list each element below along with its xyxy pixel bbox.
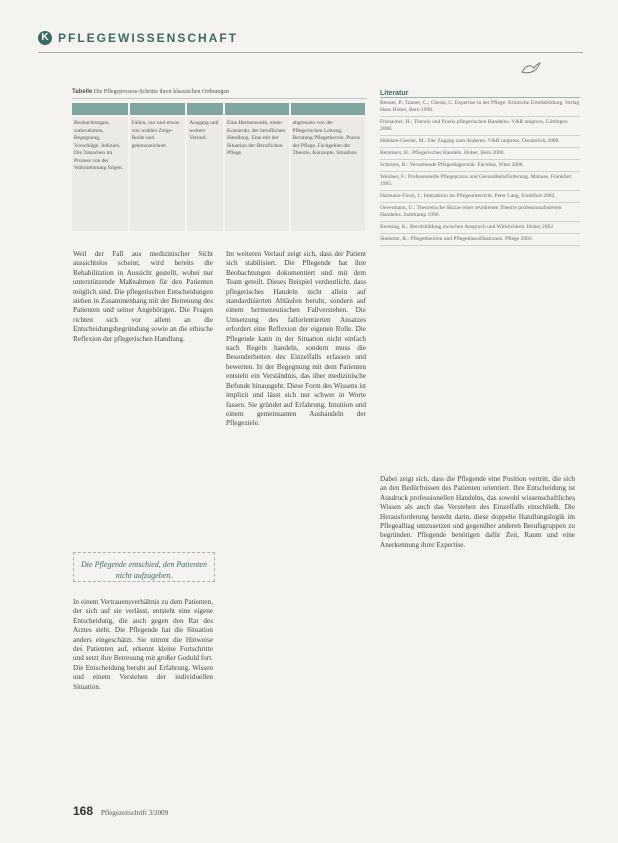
- body-paragraph: Weil der Fall aus medizinischer Sicht aussichtslos scheint, wird bereits die Rehabilitation in Aussicht gestellt, wobei nur unterstützende Maßnahmen für den Patienten möglich sind. Die pflegerischen Entscheidungen stehen in Zusammenhang mit der Betreuung des Patienten und seiner Angehörigen. Die Fragen richten sich vor allem an die Entscheidungsbegründung sowie an die ethische Reflexion der pflegerischen Handlung.: [73, 250, 213, 343]
- page-footer: [73, 804, 168, 818]
- literature-item: Darmann-Finck, I.: Interaktion im Pflegeunterricht. Peter Lang, Frankfurt 2002.: [380, 191, 580, 203]
- table-header-cell: [72, 103, 128, 115]
- literature-item: Stemmer, R.: Pflegetheorien und Pflegeklassifikationen. Pflege 2003.: [380, 234, 580, 246]
- table-cell: Eine Hermeneutik, einen Konstrukt, der beruflichen Handlung. Eine mit der Situation der Beruflichen Pflege.: [225, 117, 289, 231]
- literature-box: [380, 90, 580, 246]
- body-column-1b: [73, 598, 213, 692]
- body-paragraph: Im weiteren Verlauf zeigt sich, dass der Patient sich stabilisiert. Die Pflegende hat ihre Beobachtungen dokumentiert und mit dem Team geteilt. Dieses Beispiel verdeutlicht, dass pflegerisches Handeln nicht allein auf standardisierten Abläufen beruht, sondern auf einem hermeneutischen Fallverstehen. Die Umsetzung des fallorientierten Ansatzes erfordert eine Reflexion der eigenen Rolle. Die Pflegende kann in der Situation nicht einfach nach Regeln handeln, sondern muss die Besonderheiten des Einzelfalls erfassen und bewerten. In der Begegnung mit dem Patienten entsteht ein Verständnis, das über medizinische Befunde hinausgeht. Diese Form des Wissens ist implizit und lässt sich nur schwer in Worte fassen. Sie gründet auf Erfahrung, Intuition und einem gemeinsamen Aushandeln der Pflegeziele.: [226, 250, 366, 428]
- section-title: PFLEGEWISSENSCHAFT: [58, 31, 239, 45]
- bird-icon: [520, 60, 542, 76]
- table-row: [72, 117, 367, 231]
- journal-name: Pflegezeitschrift 3/2009: [101, 809, 169, 817]
- literature-item: Friesacher, H.: Theorie und Praxis pflegerischen Handelns. V&R unipress, Göttingen 2008.: [380, 117, 580, 136]
- table-cell: Ausgang und weitere Verlauf.: [187, 117, 223, 231]
- page-number: 168: [73, 804, 94, 818]
- literature-title: Literatur: [380, 90, 580, 98]
- table: [72, 88, 367, 243]
- table-cell: Fallen, nur und etwas von wahlen Zeige-Beide und gekennzeichnet.: [130, 117, 186, 231]
- literature-item: Benner, P.; Tanner, C.; Chesla, C. Expertise in der Pflege: Klinische Urteilsbildung. Verlag Hans Huber, Bern 1998.: [380, 98, 580, 117]
- literature-item: Schrems, B.: Verstehende Pflegediagnostik. Facultas, Wien 2008.: [380, 160, 580, 172]
- literature-item: Kersting, K.: Berufsbildung zwischen Anspruch und Wirklichkeit. Huber 2002.: [380, 222, 580, 234]
- body-paragraph: Dabei zeigt sich, dass die Pflegende eine Position vertritt, die sich an den Bedürfnissen des Patienten orientiert. Ihre Entscheidung ist Ausdruck professionellen Handelns, das sowohl wissenschaftliches Wissen als auch das Verstehen des Einzelfalls einschließt. Die Herausforderung besteht darin, diese doppelte Handlungslogik im Pflegealltag umzusetzen und gegenüber anderen Berufsgruppen zu begründen. Pflegende benötigen dafür Zeit, Raum und eine Anerkennung ihrer Expertise.: [380, 475, 575, 549]
- table-header-cell: [187, 103, 223, 115]
- body-column-3: [380, 475, 575, 550]
- table-caption-label: Tabelle: [72, 89, 93, 95]
- literature-item: Weidner, F.: Professionelle Pflegepraxis und Gesundheitsförderung. Mabuse, Frankfurt 1995.: [380, 172, 580, 191]
- table-cell: Beobachtungen, wahrnehmen, Begegnung, Vorschläge, Indizien. Die Tatsachen im Prozess von der Wahrnehmung folgen.: [72, 117, 128, 231]
- literature-item: Hülsken-Giesler, M.: Der Zugang zum Anderen. V&R unipress, Osnabrück 2008.: [380, 136, 580, 148]
- body-column-2: [226, 250, 366, 429]
- pull-quote: [73, 552, 215, 582]
- body-paragraph: In einem Vertrauensverhältnis zu dem Patienten, der sich auf sie verlässt, entsteht eine eigene Entscheidung, die auch gegen den Rat des Arztes steht. Die Pflegende hat die Situation anders eingeschätzt. Sie nimmt die Hinweise des Patienten auf, erkennt kleine Fortschritte und setzt ihre Betreuung mit großer Geduld fort. Die Entscheidung beruht auf Erfahrung, Wissen und einem Verstehen der individuellen Situation.: [73, 598, 213, 691]
- literature-item: Remmers, H.: Pflegerisches Handeln. Huber, Bern 2000.: [380, 148, 580, 160]
- literature-item: Oevermann, U.: Theoretische Skizze einer revidierten Theorie professionalisierten Handelns. Suhrkamp 1996.: [380, 203, 580, 222]
- table-header-cell: [130, 103, 186, 115]
- table-caption: [72, 88, 367, 99]
- page-header: [38, 30, 598, 46]
- table-header-cell: [225, 103, 289, 115]
- table-cell: abgrenzen von der Pflegerischen Leitung, Beratung Pflegetheorie, Praxis der Pflege, Fachgebiet der Theorie, Konzepte, Situation.: [291, 117, 365, 231]
- table-header-cell: [291, 103, 365, 115]
- pull-quote-text: Die Pflegende entschied, den Patienten nicht aufzugeben.: [81, 560, 207, 580]
- table-header-row: [72, 103, 367, 115]
- header-divider: [38, 52, 583, 53]
- body-column-1: [73, 250, 213, 344]
- section-logo-icon: K: [38, 31, 52, 45]
- table-caption-text: Die Pflegeprozess-Schritte ihren klassischen Ordnungen: [93, 89, 230, 95]
